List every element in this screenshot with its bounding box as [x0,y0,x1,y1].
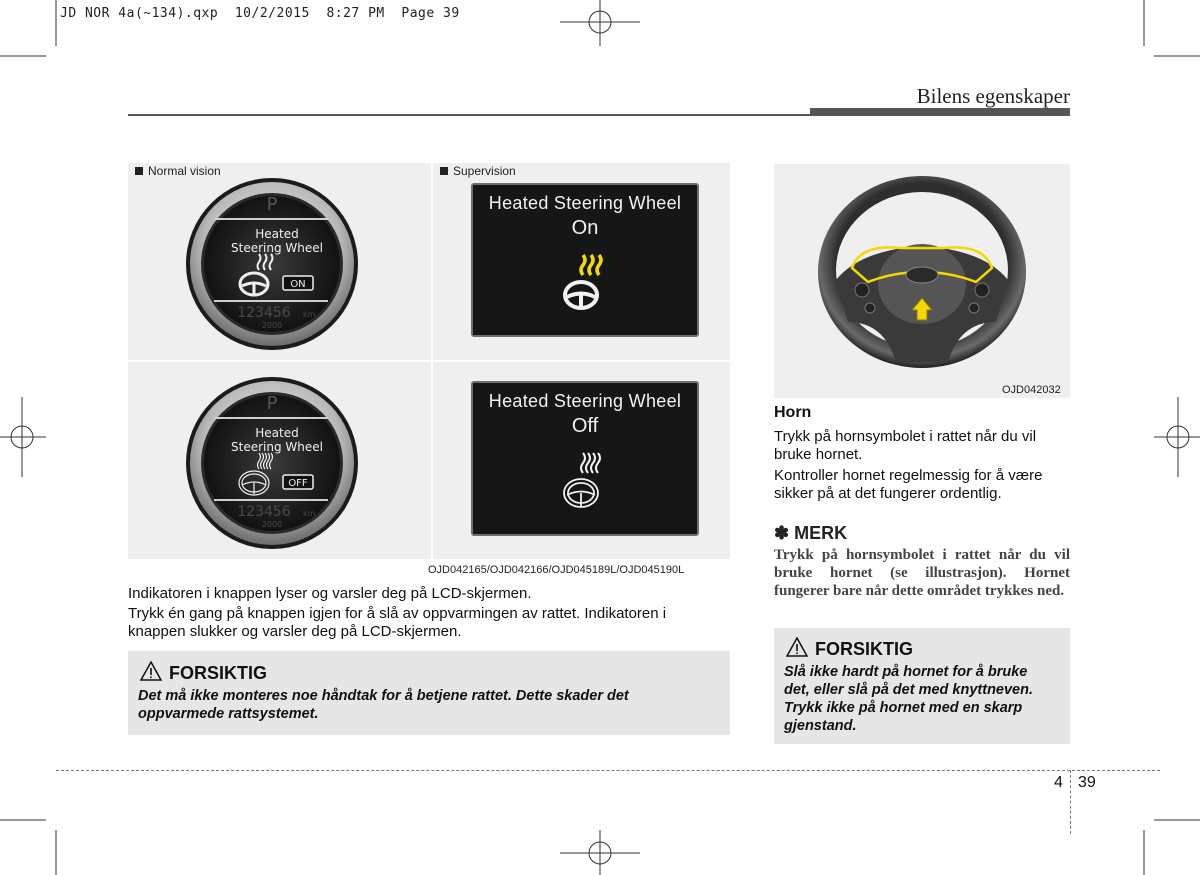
horn-paragraph1-line2: bruke hornet. [774,446,863,463]
lcd-state: On [571,217,599,239]
cluster-line1: Heated [255,426,299,440]
horn-paragraph2-line2: sikker på at det fungerer ordentlig. [774,485,1002,502]
figure-caption: OJD042165/OJD042166/OJD045189L/OJD045190L [428,564,685,576]
lcd-screen-on [471,183,699,337]
label-normal-vision: Normal vision [135,164,221,178]
paragraph-turn-off-line2: knappen slukker og varsler deg på LCD-skjermen. [128,623,462,640]
paragraph-turn-off-line1: Trykk én gang på knappen igjen for å slå av oppvarmingen av rattet. Indikatoren i [128,605,667,622]
cluster-line2: Steering Wheel [231,440,323,454]
chapter-number: 4 [1054,774,1063,791]
label-supervision: Supervision [440,164,516,178]
caution-title: FORSIKTIG [815,639,913,659]
gear-indicator: P [266,194,278,215]
horn-paragraph1-line1: Trykk på hornsymbolet i rattet når du vil [774,428,1037,445]
cluster-gauge-on [184,176,360,352]
lcd-screen-off [471,381,699,536]
header-rule-thick [810,108,1070,116]
state-badge-on: ON [290,279,306,290]
caution-text-line1: Det må ikke monteres noe håndtak for å betjene rattet. Dette skader det [138,688,629,704]
wheel-caption: OJD042032 [1002,384,1061,396]
horn-paragraph2-line1: Kontroller hornet regelmessig for å være [774,467,1043,484]
caution-text-line1: Slå ikke hardt på hornet for å bruke [784,664,1028,680]
caution-text-line4: gjenstand. [784,718,857,734]
cluster-gauge-off [184,375,360,551]
header-rule [128,114,810,116]
warning-triangle-icon [140,661,162,681]
caution-text-line2: oppvarmede rattsystemet. [138,706,319,722]
print-header: JD NOR 4a(~134).qxp 10/2/2015 8:27 PM Page 39 [60,6,460,21]
horn-heading: Horn [774,404,812,421]
footer-dashed-vertical [1070,770,1071,834]
caution-text-line2: det, eller slå på det med knyttneven. [784,682,1033,698]
odometer: 123456 [237,504,291,520]
page-number: 39 [1078,774,1096,791]
lcd-title: Heated Steering Wheel [488,193,682,213]
cluster-line2: Steering Wheel [231,241,323,255]
cluster-line1: Heated [255,227,299,241]
odometer: 123456 [237,305,291,321]
heated-steering-wheel-yellow-icon [559,253,615,313]
odometer-sub: 2000 [261,321,283,330]
odometer-unit: km [303,310,316,319]
warning-triangle-icon [786,637,808,657]
caution-text-line3: Trykk ikke på hornet med en skarp [784,700,1023,716]
paragraph-indicator: Indikatoren i knappen lyser og varsler deg på LCD-skjermen. [128,585,532,602]
note-title: ✽ MERK [774,523,848,543]
footer-dashed-rule [56,770,1160,771]
state-badge-off: OFF [288,478,308,489]
odometer-unit: km [303,509,316,518]
lcd-state: Off [571,415,599,437]
note-text: Trykk på hornsymbolet i rattet når du vil bruke hornet (se illustrasjon). Hornet fungerer bare når dette området trykkes ned. [774,547,1070,599]
section-title: Bilens egenskaper [916,84,1070,108]
steering-wheel-illustration [800,172,1040,382]
lcd-title: Heated Steering Wheel [488,391,682,411]
odometer-sub: 2000 [261,520,283,529]
gear-indicator: P [266,393,278,414]
heated-steering-wheel-outline-icon [559,451,615,511]
caution-title: FORSIKTIG [169,663,267,683]
